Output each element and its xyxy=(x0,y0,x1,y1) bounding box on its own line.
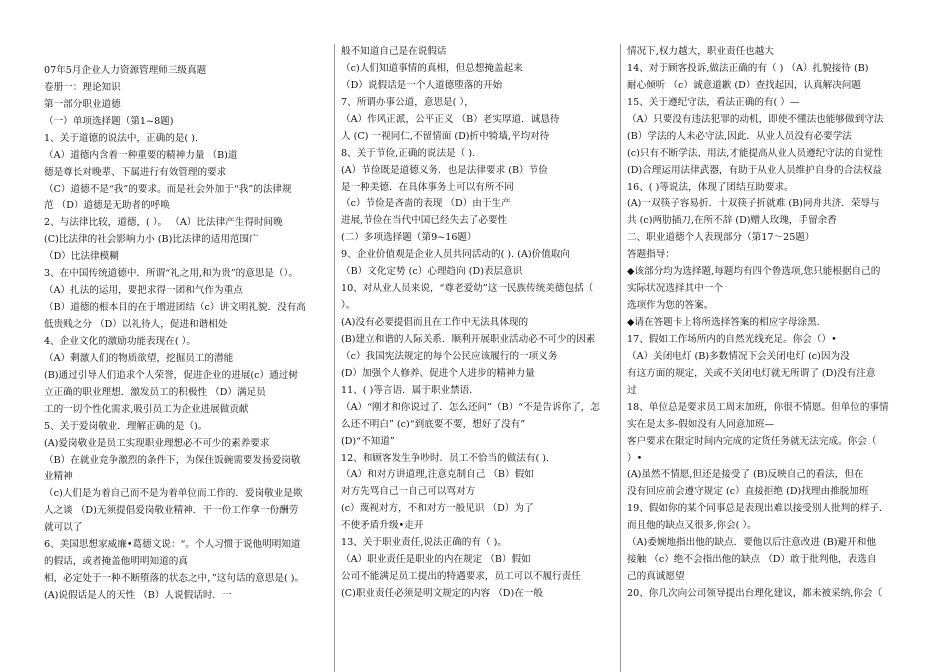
text-line: (A)虽然不情愿,但还是接受了 (B)反映自己的看法，但在 xyxy=(627,469,864,481)
text-line: (A）节俭既是道德义务．也是法律要求 (B）节俭 xyxy=(341,164,548,176)
text-line: （D）说假话是一个人道德堕落的开始 xyxy=(341,79,503,91)
text-line: （A）剩激人们的物质欲望，挖掘员工的潜能 xyxy=(44,352,234,364)
text-line: 共 (c)两肋插刀,在所不辞 (D)赠人玫瑰，手留余香 xyxy=(627,215,837,227)
text-line xyxy=(44,46,323,63)
text-line: 07年5月企业人力资源管理师三级真题 xyxy=(44,64,207,76)
text-line: 4、企业文化的激励功能表现在( ）。 xyxy=(44,335,197,347)
text-line: 般不知道自己是在说假话 xyxy=(341,46,447,57)
text-line: 接触 （c）绝不会指出他的缺点 （D）敢于批判他，表选自 xyxy=(627,554,877,566)
text-line: 3、在中国传统道德中．所谓“礼之用,和为贵”的意思是（）。 xyxy=(44,268,299,280)
text-line: (C)比法律的社会影响力小 (B)比法律的适用范围广 xyxy=(44,234,259,246)
text-line: ）• xyxy=(627,452,643,464)
text-line: 人之谈 （D)无须提倡爱岗敬业精神．干一份工作拿一份酬劳 xyxy=(44,505,299,517)
text-line: (c)只有不断学法、用法,才能提高从业人员遵纪守法的自觉性 xyxy=(627,147,883,159)
text-line: 13、关于职业责任,说法正确的有（ )。 xyxy=(341,537,507,549)
text-line: 第一部分职业道德 xyxy=(44,98,121,110)
text-line: 低贵贱之分 （D）以礼待人，促进和谐相处 xyxy=(44,319,228,330)
text-line: （A）作风正派，公平正义 （B）老实厚道．诚恳待 xyxy=(341,113,560,125)
text-line: 情况下,权力越大，职业责任也越大 xyxy=(627,46,774,57)
text-line: (D）加强个人修养、促进个人进步的精神力量 xyxy=(341,367,535,379)
text-line: 己的真诚愿望 xyxy=(627,571,685,583)
text-line: 15、关于遵纪守法，看法正确的有( ）— xyxy=(627,96,800,108)
text-line: （D）比法律模糊 xyxy=(44,251,119,263)
text-line: （一）单项选择题（第1~8题) xyxy=(44,115,174,127)
text-line: 有这方面的规定，关或不关闭电灯就无所谓了 (D)没有注意 xyxy=(627,367,876,379)
text-line: 立正确的职业理想．激发员工的积极性 （D）满足员 xyxy=(44,386,266,398)
text-line: （A）道德内含着一种重要的精神力量 （B)道 xyxy=(44,149,238,161)
text-line: 公司不能满足员工提出的特遇要求，员工可以不履行责任 xyxy=(341,571,581,583)
text-line: （B）文化定势 (c）心理趋向 (D)表层意识 xyxy=(341,266,523,278)
text-line: （A）关闭电灯 (B)多数情况下会关闭电灯 (c)因为没 xyxy=(627,350,850,362)
text-line: (A)没有必要提倡而且在工作中无法具体现的 xyxy=(341,317,529,328)
text-line: 17、假如工作场所内的自然光线充足。你会（）• xyxy=(627,333,837,345)
text-line: 实际状况选择其中一个 xyxy=(627,283,723,295)
text-line: 对方先骂自己一自己可以骂对方 xyxy=(341,486,476,498)
text-line: 16、( )等说法，体现了团结互助要求。 xyxy=(627,181,794,193)
column-left xyxy=(44,46,323,672)
text-line: 二、职业道德个人表现部分（第17～25题） xyxy=(627,232,815,244)
text-line: （A）和对方讲道理,注意克制自己 （B）假如 xyxy=(341,469,534,481)
text-line: 实在是太多-假如没有人同意加班— xyxy=(627,418,775,430)
text-line: 1、关于道德的说法中，正确的是( ). xyxy=(44,132,199,144)
text-line: 答题指导： xyxy=(627,249,675,261)
text-line: 耐心倾听 （c）诚意道歉 (D）查找起因，认真解决问题 xyxy=(627,79,861,91)
text-line: 德是尊长对晚辈、下属进行有效管理的要求 xyxy=(44,166,227,178)
text-line: （c）节俭是吝啬的表现 （D）由于生产 xyxy=(341,198,511,210)
text-line: （A）“刚才和你说过了．怎么还问”（B）“不是告诉你了，怎 xyxy=(341,401,600,413)
text-line: 12、和顾客发生争吵时．员工不恰当的做法有( ). xyxy=(341,452,550,464)
text-line: （c)人们知道事情的真相，但总想掩盖起来 xyxy=(341,62,523,74)
text-line: (A)说假话是人的天性 （B）人说假话时．一 xyxy=(44,590,232,601)
text-line: ◆该部分均为选择题,每题均有四个鲁选项,您只能根据自己的 xyxy=(627,266,881,278)
text-line: 相，必定处于一种不断堕落的状态之中，”这句话的意思是( )。 xyxy=(44,573,305,585)
text-line: (D)“不知道” xyxy=(341,435,395,447)
text-line: 业精神 xyxy=(44,471,73,483)
text-line: 就可以了 xyxy=(44,522,83,534)
text-line: 9、企业价值观是企业人员共同活动的( ). (A)价值取向 xyxy=(341,249,571,261)
text-line: ）。 xyxy=(341,300,356,312)
text-line: 进展,节俭在当代中国已经失去了必要性 xyxy=(341,215,508,227)
text-line: 14、对于顾客投诉,做法正确的有（ ) （A）扎貌接待 (B) xyxy=(627,62,869,74)
text-line: (D)合理运用法律武器，有助于从业人员维护自身的合法权益 xyxy=(627,164,883,176)
text-line: 过 xyxy=(627,384,637,396)
text-line: 工的一切个性化需求,吸引员工为企业进展做贡献 xyxy=(44,403,249,415)
text-line: 7、所谓办事公道，意思是( ）， xyxy=(341,96,474,108)
text-line: (二）多项选择题（第9~16题） xyxy=(341,232,477,244)
text-line: 是一种美德．在具体事务上可以有所不同 xyxy=(341,181,514,193)
text-line: （A）扎法的运用，要把求得一团和气作为重点 xyxy=(44,285,243,297)
column-middle xyxy=(334,44,621,672)
text-line: 选项作为您的答案。 xyxy=(627,300,714,312)
text-line: 20、你几次向公司领导提出台理化建议，都未被采纳,你会（ xyxy=(627,588,883,599)
text-line: (B)建立和谐的人际关系．顺利开展职业活动必不可少的因素 xyxy=(341,333,596,345)
text-line: （B）道德的根本目的在于增进团结（c）讲文明礼貌．没有高 xyxy=(44,302,306,314)
text-line: (A)爱岗敬业是员工实现职业理想必不可少的素养要求 xyxy=(44,437,270,449)
text-line: 卷册一：理论知识 xyxy=(44,81,121,93)
text-line: (A)一双筷子容易折．十双筷子折就难 (B)同舟共济．荣辱与 xyxy=(627,198,880,210)
text-line: (B)通过引导人们追求个人荣誉，促进企业的进展(c）通过树 xyxy=(44,369,298,381)
text-line: 11、( )等言语．属于职业禁语. xyxy=(341,384,473,396)
text-line: （A）职业责任是职业的内在规定 （B）假如 xyxy=(341,554,531,566)
text-line: （A)委婉地指出他的缺点．要他以后注意改进 (B)避开和他 xyxy=(627,537,876,549)
text-line: 19、假如你的某个同事总是表现出难以接受别人批判的样子． xyxy=(627,503,889,515)
text-line: 没有回应前会遵守规定 (c）直接拒绝 (D)找理由推脱加班 xyxy=(627,486,869,498)
text-line: 的假话，或者掩盖他明明知道的真 xyxy=(44,556,188,568)
text-line: 而且他的缺点又很多,你会( ）。 xyxy=(627,520,757,532)
text-line: （A）只要没有违法犯罪的动机，即使不懂法也能够做到守法 xyxy=(627,113,884,125)
text-line: ◆请在答题卡上将所选择答案的相应字母涂黑. xyxy=(627,317,820,328)
text-line: 么还不明白” (c)“到底要不要，想好了没有” xyxy=(341,418,526,430)
text-line: 5、关于爱岗敬业．理解正确的是（)。 xyxy=(44,420,208,432)
text-line: 18、单位总是要求员工周末加班，你很不情愿。但单位的事情 xyxy=(627,401,889,413)
column-right xyxy=(620,44,911,672)
text-line: 8、关于节俭,正确的说法是（ ). xyxy=(341,147,476,159)
text-line: （B）在就业竞争激烈的条件下，为保住饭碗需要发扬爱岗敬 xyxy=(44,454,301,466)
text-line: (C)职业责任必须是明文规定的内容 （D)在一般 xyxy=(341,588,543,599)
text-line: 2、与法律比较，道德，( ）。 （A）比法律产生得时间晚 xyxy=(44,217,283,229)
text-line: (c）蔑视对方，不和对方一般见识 （D）为了 xyxy=(341,503,534,515)
text-line: 10、对从业人员来说，“尊老爱幼”这一民族传统美德包括（ xyxy=(341,283,594,295)
text-line: （c)人们是为着自己而不是为着单位而工作的．爱岗敬业是欺 xyxy=(44,488,303,500)
text-line: （C）道德不是“我”的要求。而是社会外加于“我”的法律规 xyxy=(44,183,292,195)
text-line: 6、美国思想家威廉•葛德文说：“。个人习惯于说他明明知道 xyxy=(44,539,301,551)
text-line: (B）学法的人未必守法,因此．从业人员没有必要学法 xyxy=(627,130,852,142)
text-line: 范 （D）道德是无助者的呼唤 xyxy=(44,200,170,212)
text-line: 客户要求在限定时间内完成的定货任务就无法完成。你会（ xyxy=(627,435,877,447)
text-line: 不使矛盾升级•走开 xyxy=(341,520,424,532)
text-line: （c）我国宪法规定的每个公民应该履行的一项义务 xyxy=(341,350,558,362)
text-line: 人 (C) 一视同仁,不留情面 (D)折中犄墙,平均对待 xyxy=(341,130,550,142)
